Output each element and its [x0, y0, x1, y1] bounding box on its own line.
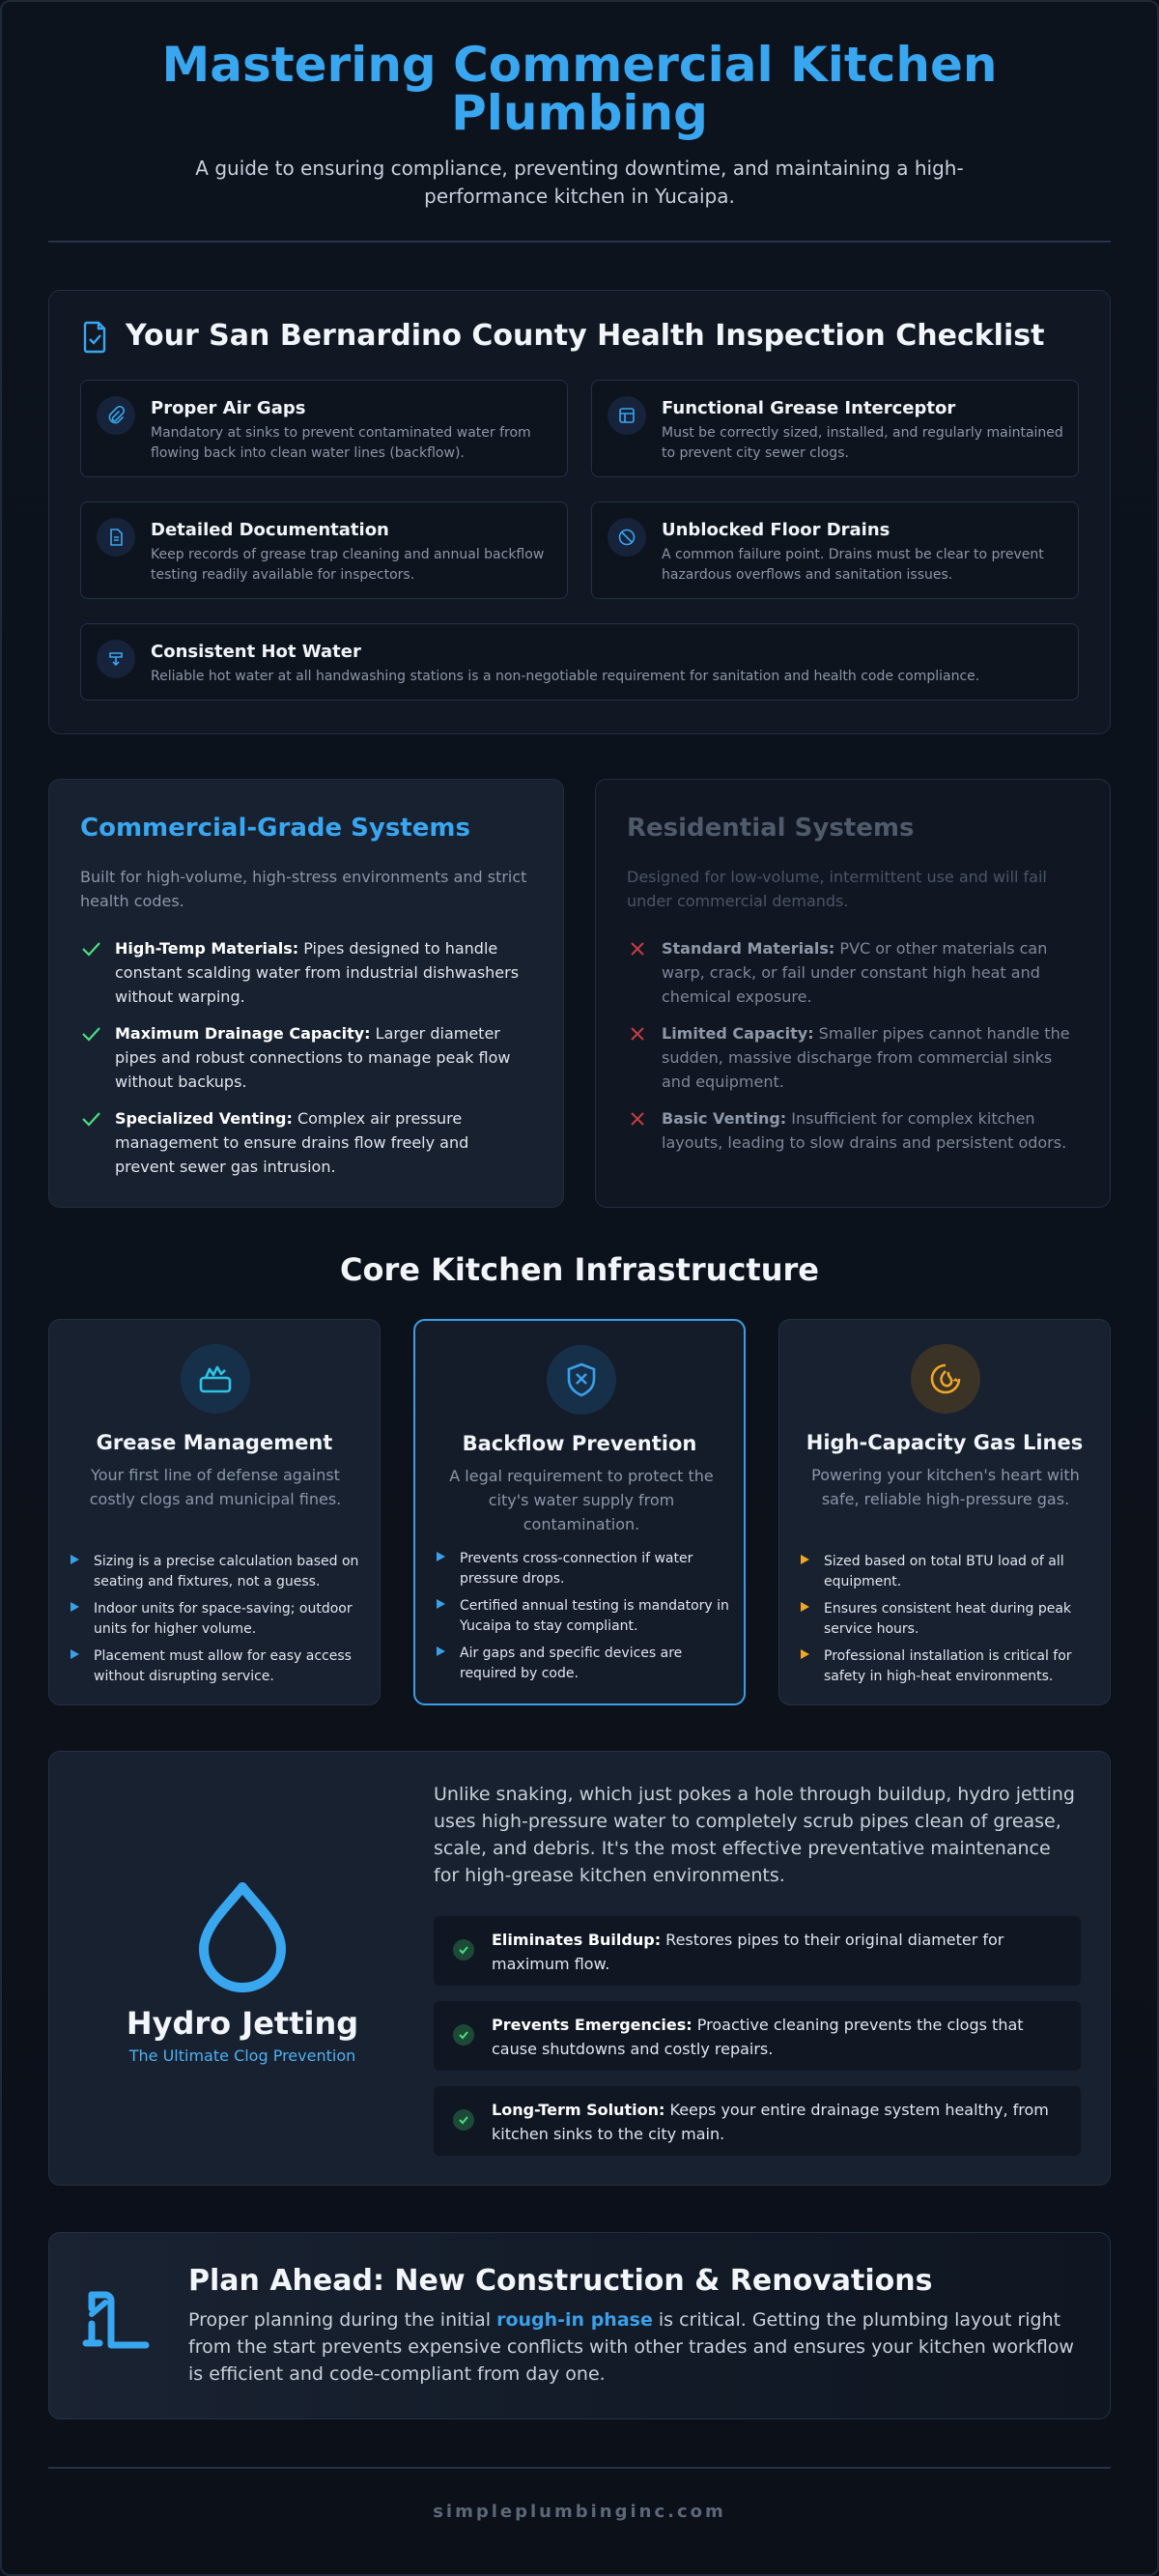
benefit-text: Proactive cleaning prevents the clogs that cause shutdowns and costly repairs.: [492, 2016, 1024, 2058]
benefit-text: Keeps your entire drainage system healthy, from kitchen sinks to the city main.: [492, 2101, 1049, 2143]
layout-icon: [608, 396, 646, 435]
hydro-title: Hydro Jetting: [126, 2005, 359, 2042]
list-item-text: Professional installation is critical for safety in high-heat environments.: [824, 1648, 1072, 1684]
list-item-text: Prevents cross-connection if water pressure drops.: [460, 1551, 693, 1587]
footer-site[interactable]: simpleplumbinginc.com: [433, 2502, 726, 2522]
item-text: Smaller pipes cannot handle the sudden, massive discharge from commercial sinks and equipment.: [662, 1024, 1070, 1091]
divider: [48, 241, 1111, 243]
checklist-item: [80, 501, 568, 599]
item-text: Larger diameter pipes and robust connections to manage peak flow without backups.: [115, 1024, 511, 1091]
checklist-item-desc: Reliable hot water at all handwashing stations is a non-negotiable requirement for sanitation and health code compliance.: [151, 669, 980, 684]
card-title: Backflow Prevention: [462, 1432, 697, 1455]
bullet-arrow-icon: [437, 1552, 445, 1561]
bullet-arrow-icon: [71, 1649, 79, 1659]
gas-lines-card: [778, 1319, 1111, 1705]
paperclip-icon: [97, 396, 135, 435]
checklist-item-desc: Mandatory at sinks to prevent contaminated water from flowing back into clean water lines (backflow).: [151, 425, 531, 461]
item-label: Specialized Venting:: [115, 1109, 293, 1128]
item-text: PVC or other materials can warp, crack, or fail under constant high heat and chemical exposure.: [662, 939, 1048, 1006]
plan-text-end: is critical. Getting the plumbing layout right from the start prevents expensive conflicts with other trades and ensures your kitchen workflow is efficient and code-compliant from day one.: [188, 2309, 1074, 2385]
benefit-text: Restores pipes to their original diameter for maximum flow.: [492, 1931, 1004, 1973]
residential-systems-card: [595, 779, 1111, 1208]
cross-icon: [627, 1108, 648, 1130]
card-title: High-Capacity Gas Lines: [806, 1431, 1084, 1454]
card-desc: Powering your kitchen's heart with safe, reliable high-pressure gas.: [811, 1466, 1080, 1508]
bullet-arrow-icon: [801, 1555, 809, 1564]
checklist-item: [591, 501, 1079, 599]
checklist-item: [80, 380, 568, 477]
checklist-item-desc: A common failure point. Drains must be clear to prevent hazardous overflows and sanitation issues.: [662, 547, 1044, 583]
list-item-text: Indoor units for space-saving; outdoor units for higher volume.: [94, 1601, 353, 1637]
check-circle-icon: [453, 2109, 474, 2131]
core-section-title: Core Kitchen Infrastructure: [340, 1251, 819, 1288]
bullet-arrow-icon: [801, 1649, 809, 1659]
plan-title: Plan Ahead: New Construction & Renovations: [188, 2264, 933, 2298]
checklist-item-title: Proper Air Gaps: [151, 398, 306, 418]
page-subtitle: A guide to ensuring compliance, preventing downtime, and maintaining a high-performance kitchen in Yucaipa.: [195, 157, 964, 208]
gas-flame-icon: [911, 1344, 980, 1414]
cross-icon: [627, 1023, 648, 1045]
checklist-item-desc: Must be correctly sized, installed, and regularly maintained to prevent city sewer clogs.: [662, 425, 1063, 461]
bullet-arrow-icon: [801, 1602, 809, 1612]
benefit-label: Eliminates Buildup:: [492, 1931, 662, 1949]
commercial-systems-card: [48, 779, 564, 1208]
list-item-text: Air gaps and specific devices are required by code.: [460, 1646, 683, 1681]
backflow-prevention-card: [413, 1319, 746, 1705]
benefit-item: [434, 2086, 1081, 2156]
check-circle-icon: [453, 1939, 474, 1961]
plan-text-highlight: rough-in phase: [496, 2309, 653, 2331]
check-circle-icon: [453, 2024, 474, 2046]
item-label: Maximum Drainage Capacity:: [115, 1024, 371, 1043]
item-text: Complex air pressure management to ensure drains flow freely and prevent sewer gas intrusion.: [115, 1109, 469, 1176]
checklist-item-title: Detailed Documentation: [151, 520, 389, 540]
item-label: High-Temp Materials:: [115, 939, 299, 958]
plan-text: [188, 2306, 1087, 2388]
list-item-text: Sizing is a precise calculation based on seating and fixtures, not a guess.: [94, 1554, 359, 1589]
list-item-text: Certified annual testing is mandatory in Yucaipa to stay compliant.: [460, 1598, 729, 1634]
shield-x-icon: [547, 1345, 616, 1415]
item-text: Insufficient for complex kitchen layouts, leading to slow drains and persistent odors.: [662, 1109, 1067, 1152]
commercial-title: Commercial-Grade Systems: [80, 814, 470, 843]
grease-management-card: [48, 1319, 381, 1705]
check-icon: [80, 938, 101, 959]
hydro-jetting-section: [48, 1751, 1111, 2186]
item-text: Pipes designed to handle constant scalding water from industrial dishwashers without warping.: [115, 939, 520, 1006]
hydro-subtitle: The Ultimate Clog Prevention: [128, 2046, 356, 2065]
item-label: Basic Venting:: [662, 1109, 787, 1128]
plan-ahead-section: [48, 2232, 1111, 2419]
item-label: Standard Materials:: [662, 939, 835, 958]
ban-icon: [608, 518, 646, 557]
residential-title: Residential Systems: [627, 814, 915, 843]
divider: [48, 2467, 1111, 2469]
benefit-label: Long-Term Solution:: [492, 2101, 665, 2119]
document-icon: [97, 518, 135, 557]
plan-text-start: Proper planning during the initial: [188, 2309, 497, 2331]
checklist-item-title: Consistent Hot Water: [151, 642, 361, 662]
list-item-text: Sized based on total BTU load of all equipment.: [824, 1554, 1064, 1589]
checklist-item-title: Unblocked Floor Drains: [662, 520, 890, 540]
card-title: Grease Management: [96, 1431, 333, 1454]
residential-desc: Designed for low-volume, intermittent use and will fail under commercial demands.: [627, 868, 1047, 910]
bullet-arrow-icon: [71, 1555, 79, 1564]
check-icon: [80, 1108, 101, 1130]
checklist-item-title: Functional Grease Interceptor: [662, 398, 956, 418]
bullet-arrow-icon: [437, 1599, 445, 1609]
checklist-item: [591, 380, 1079, 477]
water-drop-icon: [194, 1879, 291, 1993]
faucet-icon: [97, 640, 135, 678]
benefit-label: Prevents Emergencies:: [492, 2016, 693, 2034]
checklist-item: [80, 623, 1079, 701]
list-item-text: Ensures consistent heat during peak service hours.: [824, 1601, 1072, 1637]
checklist-item-desc: Keep records of grease trap cleaning and annual backflow testing readily available for inspectors.: [151, 547, 545, 583]
bullet-arrow-icon: [437, 1646, 445, 1656]
cross-icon: [627, 938, 648, 959]
card-desc: Your first line of defense against costly clogs and municipal fines.: [89, 1466, 342, 1508]
page-title: Mastering Commercial Kitchen Plumbing: [161, 37, 998, 141]
benefit-item: [434, 2001, 1081, 2071]
commercial-desc: Built for high-volume, high-stress environments and strict health codes.: [80, 868, 527, 910]
bullet-arrow-icon: [71, 1602, 79, 1612]
hydro-intro: Unlike snaking, which just pokes a hole through buildup, hydro jetting uses high-pressure water to completely scrub pipes clean of grease, scale, and debris. It's the most effective preventative maintenance for high-grease kitchen environments.: [434, 1784, 1075, 1886]
check-icon: [80, 1023, 101, 1045]
benefit-item: [434, 1916, 1081, 1986]
pipe-icon: [82, 2285, 150, 2355]
card-desc: A legal requirement to protect the city's water supply from contamination.: [449, 1467, 714, 1533]
item-label: Limited Capacity:: [662, 1024, 814, 1043]
list-item-text: Placement must allow for easy access without disrupting service.: [94, 1648, 352, 1684]
checklist-title: Your San Bernardino County Health Inspection Checklist: [126, 319, 1045, 353]
clipboard-check-icon: [83, 321, 108, 354]
grease-trap-icon: [181, 1344, 250, 1414]
